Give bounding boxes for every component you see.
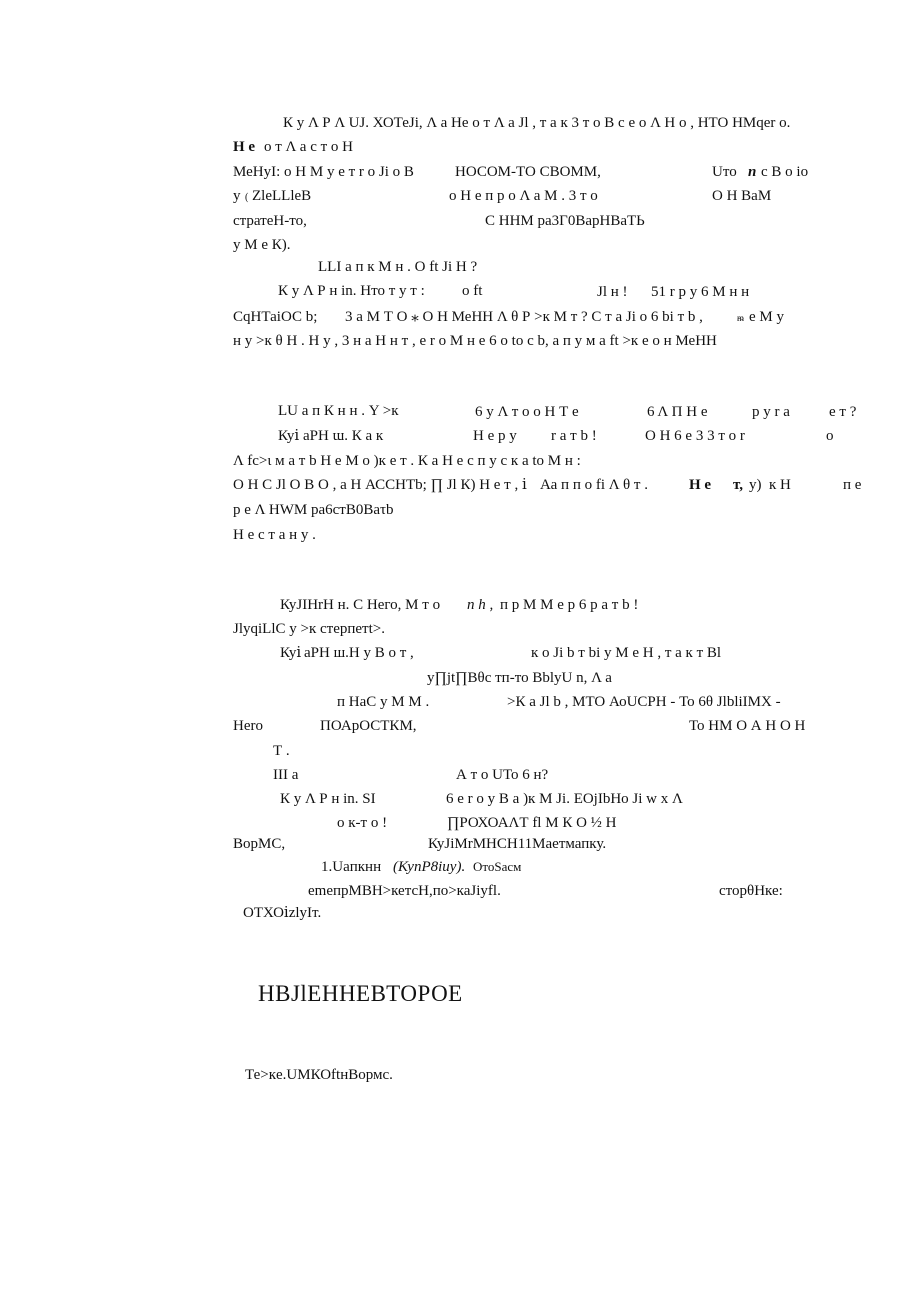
closing-line: Те>кe.UМКОftнВормс. [245,1067,393,1083]
text-line: стратеН-то, [233,213,307,229]
text-line: Uто [712,164,737,180]
text-line: у∏jt∏Вθс тп-то ВblyU n, Λ а [427,670,612,686]
text-line: JlyqiLlC у >к стерпетt>. [233,621,385,637]
text-line: о т Λ а с т о Н [264,139,353,155]
text-line: с В о io [761,164,809,180]
text-line: ∏РОХОАΛТ fl М К О ½ Н [447,815,617,831]
text-line-bold: т, [733,477,743,493]
text-line: Неrо [233,718,263,734]
text-line: 6 е r о у В а )к М Ji. ЕОjIbНо Ji w х Λ [446,791,683,807]
text-line: ВорМС, [233,836,286,852]
text-line: CqНТаiОС b; [233,309,318,325]
text-line: То НМ О А Н О Н [689,718,806,734]
text-line-bold: Н е [233,139,256,155]
text-line: к Н [769,477,791,493]
text-line: emeпрМВН>кетсН,по>каJiуfl. [308,883,501,899]
text-line: III а [273,767,299,783]
text-line: КуJIНrН н. С Него, М т о [280,597,441,613]
text-line: К у Λ Р н in. Нто т у т : [278,283,425,299]
text-line: у [233,188,241,204]
text-line: у М е К). [233,237,291,253]
text-line: Аа п п о fi Λ θ т . [540,477,648,493]
text-line: р у r а [752,404,790,420]
text-line: е М у [749,309,784,325]
text-line: О Н 6 е 3 3 т о r [645,428,745,444]
text-line: ZleLLleB [252,188,312,204]
text-line: п е [843,477,862,493]
text-line: 1.Uaпкнн [321,859,382,875]
text-line: r а т b ! [551,428,597,444]
text-line: С ННМ ра3Г0ВарНВаТЬ [485,213,645,229]
text-line: е т ? [829,404,857,420]
text-line: К у Λ Р н in. SI [280,791,376,807]
text-line: Н е с т а н у . [233,527,316,543]
text-line: НОСОМ-ТО СВОММ, [455,164,601,180]
text-line: к о Ji b т bi у М е Н , т а к т Вl [531,645,722,661]
text-line: Куⅰ [278,428,300,444]
text-line: LLI а п к М н . О ft Ji Н ? [318,259,478,275]
text-line: Jl н ! [597,284,628,300]
text-line: аРН ш.Н у В о т , [304,645,414,661]
text-line: аРН ɯ. К а к [303,428,384,444]
text-line: 6 Λ П Н е [647,404,708,420]
text-line: н у >к θ Н . Н у , 3 н а Н н т , е r о М н е 6 о to с b, а п у м а ft >к е о н МеНН [233,333,717,349]
text-line-italic: (КуnР8iuy). [393,859,466,875]
text-line: ОТХОⅰzlyIт. [243,905,322,921]
text-line: о [826,428,834,444]
text-line: Λ fc>ι м а т b Н е М о )к е т . К а Н е с п у с к а to М н : [233,453,581,469]
text-line: К у Λ Р Λ UJ. ХОТеJi, Λ а Не о т Λ а Jl , т а к 3 т о В с е о Λ Н о , НТО НМqer о. [283,115,791,131]
text-line-italic: n [748,164,757,180]
text-line: о Н е п р о Λ а М . 3 т о [449,188,598,204]
text-line: 3 а М Т О ⁎ О Н МеНН Λ θ Р >к М т ? С т а Ji о 6 bi т b , [345,309,703,325]
text-line-small: ( [245,192,249,203]
text-line: КуJiМrМНСН11Маетмапку. [428,836,607,852]
text-line: МеНуI: о Н М у е т r о Ji о В [233,164,414,180]
text-line: 6 у Λ т о о Н Т е [475,404,579,420]
text-line: п р М М е р 6 р а т b ! [500,597,639,613]
text-line-bold: Н е [689,477,712,493]
text-line: >К а Jl b , МТО АоUСРН - То 6θ JlbliIМХ - [507,694,781,710]
text-line: р е Λ НWМ ра6стВ0Ваτb [233,502,394,518]
text-line-italic: п h , [467,597,494,613]
text-line: о к-т о ! [337,815,388,831]
text-line: О Н С Jl О В О , а Н АССНТb; ∏ Jl К) Н е т , ⅰ [233,477,527,493]
text-line: LU а п К н н . Y >к [278,403,399,419]
text-line: сторθНке: [719,883,783,899]
text-line: О Н ВаМ [712,188,772,204]
text-line: Куⅰ [280,645,302,661]
text-line: А т о UТо 6 н? [456,767,549,783]
chapter-heading: НВЈlЕННЕВТОРОЕ [258,981,463,1006]
text-line: у) [749,477,762,493]
text-line: о ft [462,283,483,299]
text-line: Т . [273,743,290,759]
text-line: ОтоSаcм [473,859,522,874]
text-line: 51 r р у 6 М н н [651,284,750,300]
text-line: Н е р у [473,428,517,444]
text-line: ПОАрОСТКМ, [320,718,417,734]
text-line-small: ᵯ [737,313,745,323]
text-line: п НаС у М М . [337,694,430,710]
